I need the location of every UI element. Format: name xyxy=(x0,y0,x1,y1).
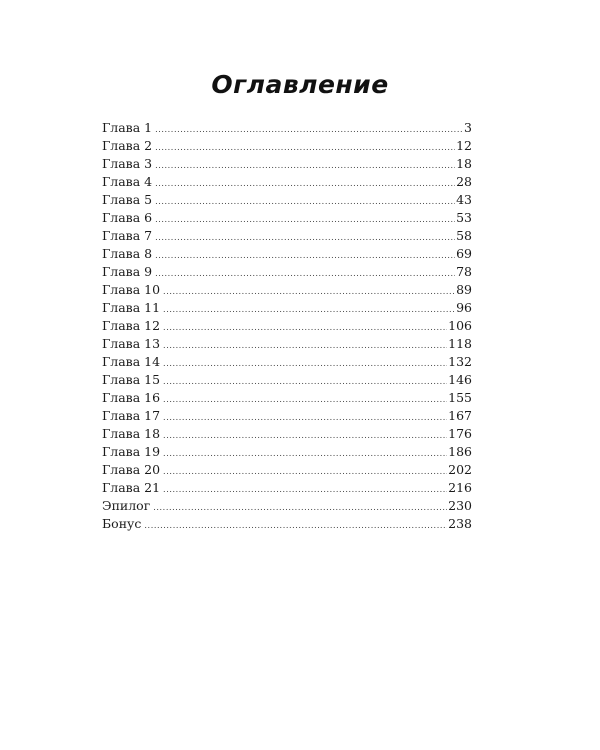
toc-entry-21 xyxy=(102,479,472,497)
toc-entry-page: 69 xyxy=(456,246,472,261)
dot-leader xyxy=(155,211,455,229)
toc-entry-13 xyxy=(102,335,472,353)
toc-entry-label: Глава 19 xyxy=(102,444,161,459)
toc-entry-page: 238 xyxy=(448,516,472,531)
toc-entry-label: Глава 17 xyxy=(102,408,161,423)
toc-entry-12 xyxy=(102,317,472,335)
dot-leader xyxy=(163,373,447,391)
toc-entry-page: 18 xyxy=(456,156,472,171)
dot-leader xyxy=(155,247,455,265)
toc-entry-14 xyxy=(102,353,472,371)
toc-entry-page: 167 xyxy=(448,408,472,423)
toc-entry-11 xyxy=(102,299,472,317)
dot-leader xyxy=(155,265,455,283)
dot-leader xyxy=(155,229,455,247)
dot-leader xyxy=(163,283,455,301)
toc-entry-page: 186 xyxy=(448,444,472,459)
page-title: Оглавление xyxy=(211,70,389,99)
dot-leader xyxy=(163,481,447,499)
dot-leader xyxy=(163,355,447,373)
toc-entry-label: Глава 15 xyxy=(102,372,161,387)
toc-entry-9 xyxy=(102,263,472,281)
toc-entry-5 xyxy=(102,191,472,209)
dot-leader xyxy=(163,427,447,445)
toc-entry-label: Глава 14 xyxy=(102,354,161,369)
dot-leader xyxy=(163,463,447,481)
dot-leader xyxy=(155,157,455,175)
toc-entry-page: 43 xyxy=(456,192,472,207)
toc-entry-17 xyxy=(102,407,472,425)
toc-entry-8 xyxy=(102,245,472,263)
toc-entry-6 xyxy=(102,209,472,227)
toc-entry-7 xyxy=(102,227,472,245)
toc-entry-label: Глава 5 xyxy=(102,192,153,207)
dot-leader xyxy=(163,301,455,319)
toc-entry-label: Бонус xyxy=(102,516,142,531)
dot-leader xyxy=(155,175,455,193)
toc-entry-page: 96 xyxy=(456,300,472,315)
toc-entry-page: 216 xyxy=(448,480,472,495)
table-of-contents xyxy=(102,119,472,533)
toc-entry-16 xyxy=(102,389,472,407)
toc-entry-page: 3 xyxy=(464,120,472,135)
toc-entry-page: 230 xyxy=(448,498,472,513)
toc-entry-10 xyxy=(102,281,472,299)
dot-leader xyxy=(163,391,447,409)
dot-leader xyxy=(155,139,455,157)
toc-entry-2 xyxy=(102,137,472,155)
toc-entry-18 xyxy=(102,425,472,443)
toc-entry-label: Глава 20 xyxy=(102,462,161,477)
toc-entry-page: 28 xyxy=(456,174,472,189)
toc-entry-page: 58 xyxy=(456,228,472,243)
toc-entry-label: Глава 1 xyxy=(102,120,153,135)
dot-leader xyxy=(163,337,447,355)
toc-entry-label: Глава 21 xyxy=(102,480,161,495)
toc-entry-label: Глава 6 xyxy=(102,210,153,225)
toc-entry-19 xyxy=(102,443,472,461)
toc-entry-4 xyxy=(102,173,472,191)
toc-entry-label: Глава 18 xyxy=(102,426,161,441)
toc-entry-20 xyxy=(102,461,472,479)
toc-entry-page: 118 xyxy=(448,336,472,351)
toc-entry-label: Эпилог xyxy=(102,498,151,513)
dot-leader xyxy=(163,319,447,337)
dot-leader xyxy=(155,193,455,211)
toc-entry-epilogue xyxy=(102,497,472,515)
toc-entry-page: 202 xyxy=(448,462,472,477)
toc-entry-label: Глава 9 xyxy=(102,264,153,279)
toc-entry-page: 176 xyxy=(448,426,472,441)
toc-entry-page: 12 xyxy=(456,138,472,153)
toc-entry-page: 132 xyxy=(448,354,472,369)
toc-entry-page: 89 xyxy=(456,282,472,297)
toc-entry-label: Глава 7 xyxy=(102,228,153,243)
toc-entry-page: 78 xyxy=(456,264,472,279)
toc-entry-page: 106 xyxy=(448,318,472,333)
dot-leader xyxy=(144,517,447,535)
toc-entry-label: Глава 2 xyxy=(102,138,153,153)
toc-entry-page: 155 xyxy=(448,390,472,405)
dot-leader xyxy=(155,121,463,139)
dot-leader xyxy=(163,445,447,463)
toc-entry-label: Глава 16 xyxy=(102,390,161,405)
toc-entry-page: 53 xyxy=(456,210,472,225)
dot-leader xyxy=(163,409,447,427)
toc-entry-label: Глава 10 xyxy=(102,282,161,297)
dot-leader xyxy=(153,499,447,517)
toc-entry-label: Глава 8 xyxy=(102,246,153,261)
toc-entry-15 xyxy=(102,371,472,389)
toc-entry-label: Глава 11 xyxy=(102,300,161,315)
toc-entry-page: 146 xyxy=(448,372,472,387)
toc-entry-bonus xyxy=(102,515,472,533)
toc-entry-label: Глава 12 xyxy=(102,318,161,333)
toc-entry-label: Глава 3 xyxy=(102,156,153,171)
toc-entry-label: Глава 13 xyxy=(102,336,161,351)
toc-entry-1 xyxy=(102,119,472,137)
toc-entry-3 xyxy=(102,155,472,173)
toc-entry-label: Глава 4 xyxy=(102,174,153,189)
